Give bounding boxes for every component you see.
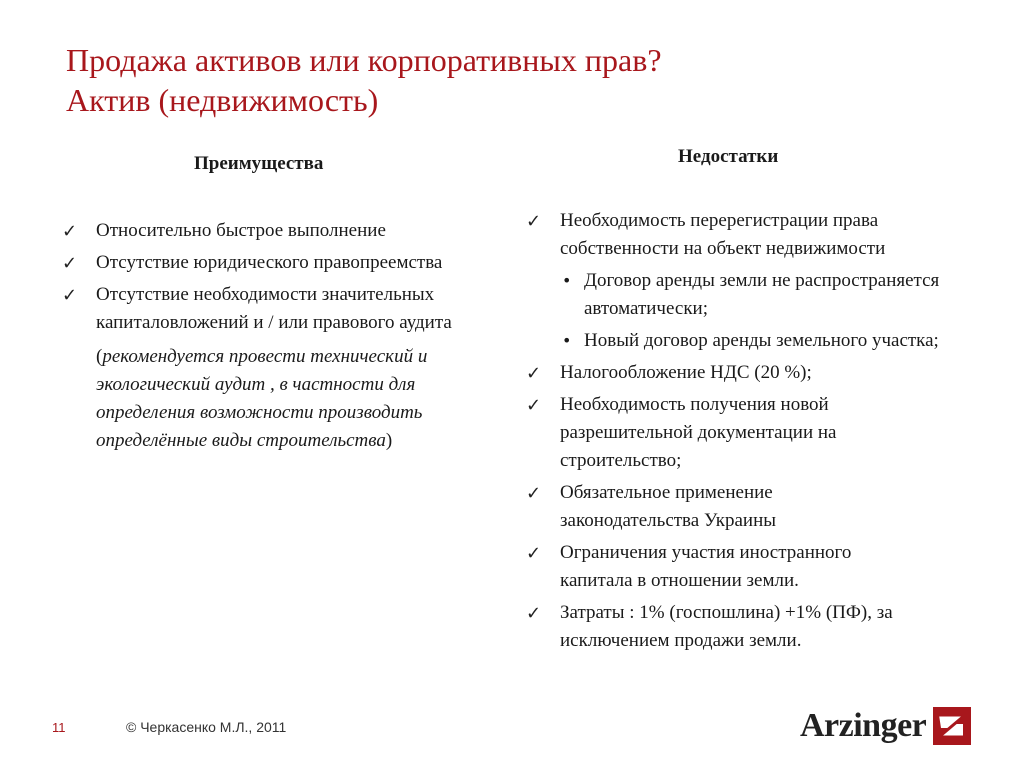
list-item: [526, 207, 966, 263]
disadvantages-heading: Недостатки: [678, 146, 779, 167]
note-text: рекомендуется провести технический и экологический аудит , в частности для определения возможности производить определённые виды строительства: [96, 346, 428, 451]
advantages-heading: Преимущества: [194, 153, 324, 174]
check-icon: ✓: [62, 285, 78, 306]
list-item: [526, 599, 950, 655]
slide-title: [66, 40, 966, 120]
logo-text: Arzinger: [800, 707, 927, 744]
copyright: © Черкасенко М.Л., 2011: [126, 719, 287, 735]
check-icon: ✓: [526, 211, 542, 232]
list-item: [526, 479, 860, 535]
arzinger-logo-mark: [932, 706, 972, 746]
note-open-paren: (: [96, 346, 103, 367]
check-icon: ✓: [526, 543, 542, 564]
check-icon: ✓: [62, 253, 78, 274]
list-item-text: Необходимость перерегистрации права собственности на объект недвижимости: [560, 210, 886, 259]
list-item: [526, 539, 920, 595]
list-item-text: Обязательное применение законодательства Украины: [560, 482, 777, 531]
list-item-text: Затраты : 1% (госпошлина) +1% (ПФ), за исключением продажи земли.: [560, 602, 893, 651]
list-item-text: Отсутствие юридического правопреемства: [96, 252, 443, 273]
list-item-text: Относительно быстрое выполнение: [96, 220, 386, 241]
sub-list-item: [526, 267, 966, 323]
disadvantages-list: [526, 207, 966, 659]
list-item: [526, 359, 966, 387]
check-icon: ✓: [526, 603, 542, 624]
arzinger-logo: [800, 706, 972, 746]
advantages-list: [62, 217, 494, 455]
sub-list-item-text: Договор аренды земли не распространяется автоматически;: [584, 270, 940, 319]
bullet-icon: •: [562, 331, 572, 350]
sub-list-item: [526, 327, 966, 355]
note-close-paren: ): [385, 430, 393, 451]
list-item-text: Необходимость получения новой разрешительной документации на строительство;: [560, 394, 837, 471]
audit-note: [62, 343, 494, 455]
list-item-text: Отсутствие необходимости значительных капиталовложений и / или правового аудита: [96, 284, 452, 333]
list-item: [62, 217, 494, 245]
check-icon: ✓: [526, 483, 542, 504]
list-item-text: Налогообложение НДС (20 %);: [560, 362, 812, 383]
list-item: [526, 391, 900, 475]
sub-list-item-text: Новый договор аренды земельного участка;: [584, 330, 939, 351]
bullet-icon: •: [562, 271, 572, 290]
check-icon: ✓: [62, 221, 78, 242]
title-line-2: Актив (недвижимость): [66, 82, 379, 118]
list-item: [62, 249, 494, 277]
slide-number: 11: [52, 720, 66, 735]
title-line-1: Продажа активов или корпоративных прав?: [66, 42, 662, 78]
list-item: [62, 281, 456, 337]
check-icon: ✓: [526, 395, 542, 416]
list-item-text: Ограничения участия иностранного капитала в отношении земли.: [560, 542, 852, 591]
check-icon: ✓: [526, 363, 542, 384]
